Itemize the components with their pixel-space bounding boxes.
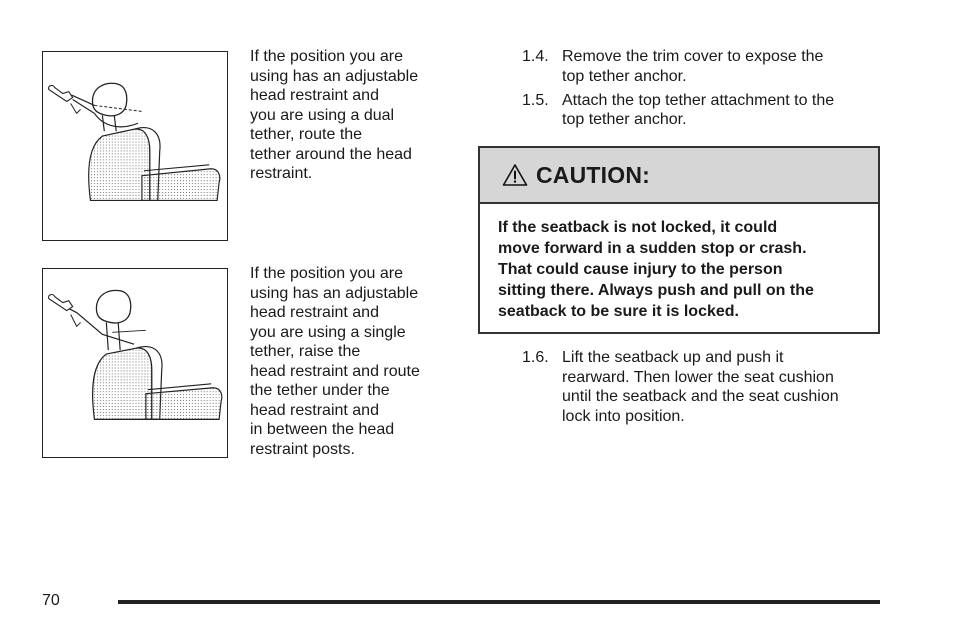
text-line: you are using a single — [250, 323, 406, 341]
step-number: 1.5. — [522, 91, 549, 109]
steps-list-top — [522, 47, 882, 134]
text-line: move forward in a sudden stop or crash. — [498, 240, 807, 257]
text-line: using has an adjustable — [250, 67, 419, 85]
text-line: sitting there. Always push and pull on the — [498, 282, 814, 299]
text-line: Remove the trim cover to expose the — [562, 48, 824, 65]
text-line: head restraint and — [250, 401, 379, 419]
text-line: head restraint and — [250, 87, 379, 104]
step-text — [562, 348, 839, 426]
text-line: tether around the head — [250, 145, 412, 163]
text-line: tether, raise the — [250, 343, 361, 360]
text-line: seatback to be sure it is locked. — [498, 303, 739, 320]
seat-single-tether-illustration — [43, 269, 227, 457]
step-item — [522, 47, 882, 86]
warning-triangle-icon — [502, 163, 528, 187]
dual-tether-figure — [42, 51, 228, 241]
page-number: 70 — [42, 592, 60, 609]
text-line: using has an adjustable — [250, 284, 419, 302]
text-line: top tether anchor. — [562, 67, 687, 85]
seat-dual-tether-illustration — [43, 52, 227, 240]
text-line: If the position you are — [250, 265, 403, 282]
text-line: rearward. Then lower the seat cushion — [562, 368, 834, 386]
caution-header — [480, 148, 878, 204]
text-line: restraint posts. — [250, 440, 355, 458]
text-line: in between the head — [250, 421, 395, 438]
step-item — [522, 91, 882, 130]
text-line: Lift the seatback up and push it — [562, 349, 784, 366]
steps-list-bottom — [522, 348, 882, 431]
caution-title: CAUTION: — [536, 161, 651, 188]
text-line: Attach the top tether attachment to the — [562, 91, 835, 109]
text-line: the tether under the — [250, 382, 390, 399]
text-line: If the seatback is not locked, it could — [498, 219, 778, 236]
text-line: That could cause injury to the person — [498, 261, 783, 278]
step-text — [562, 47, 823, 86]
step-text — [562, 91, 834, 130]
text-line: until the seatback and the seat cushion — [562, 388, 839, 405]
text-line: top tether anchor. — [562, 111, 687, 128]
single-tether-figure — [42, 268, 228, 458]
dual-tether-instructions — [250, 47, 450, 184]
text-line: If the position you are — [250, 48, 403, 65]
footer-rule — [118, 600, 880, 604]
step-number: 1.6. — [522, 349, 549, 366]
text-line: head restraint and — [250, 304, 379, 321]
text-line: head restraint and route — [250, 362, 420, 380]
caution-box — [478, 146, 880, 334]
text-line: lock into position. — [562, 407, 685, 425]
step-item — [522, 348, 882, 426]
text-line: you are using a dual — [250, 106, 395, 124]
single-tether-instructions — [250, 264, 450, 459]
text-line: restraint. — [250, 165, 313, 182]
step-number: 1.4. — [522, 48, 549, 65]
caution-text — [480, 204, 878, 322]
text-line: tether, route the — [250, 126, 363, 143]
